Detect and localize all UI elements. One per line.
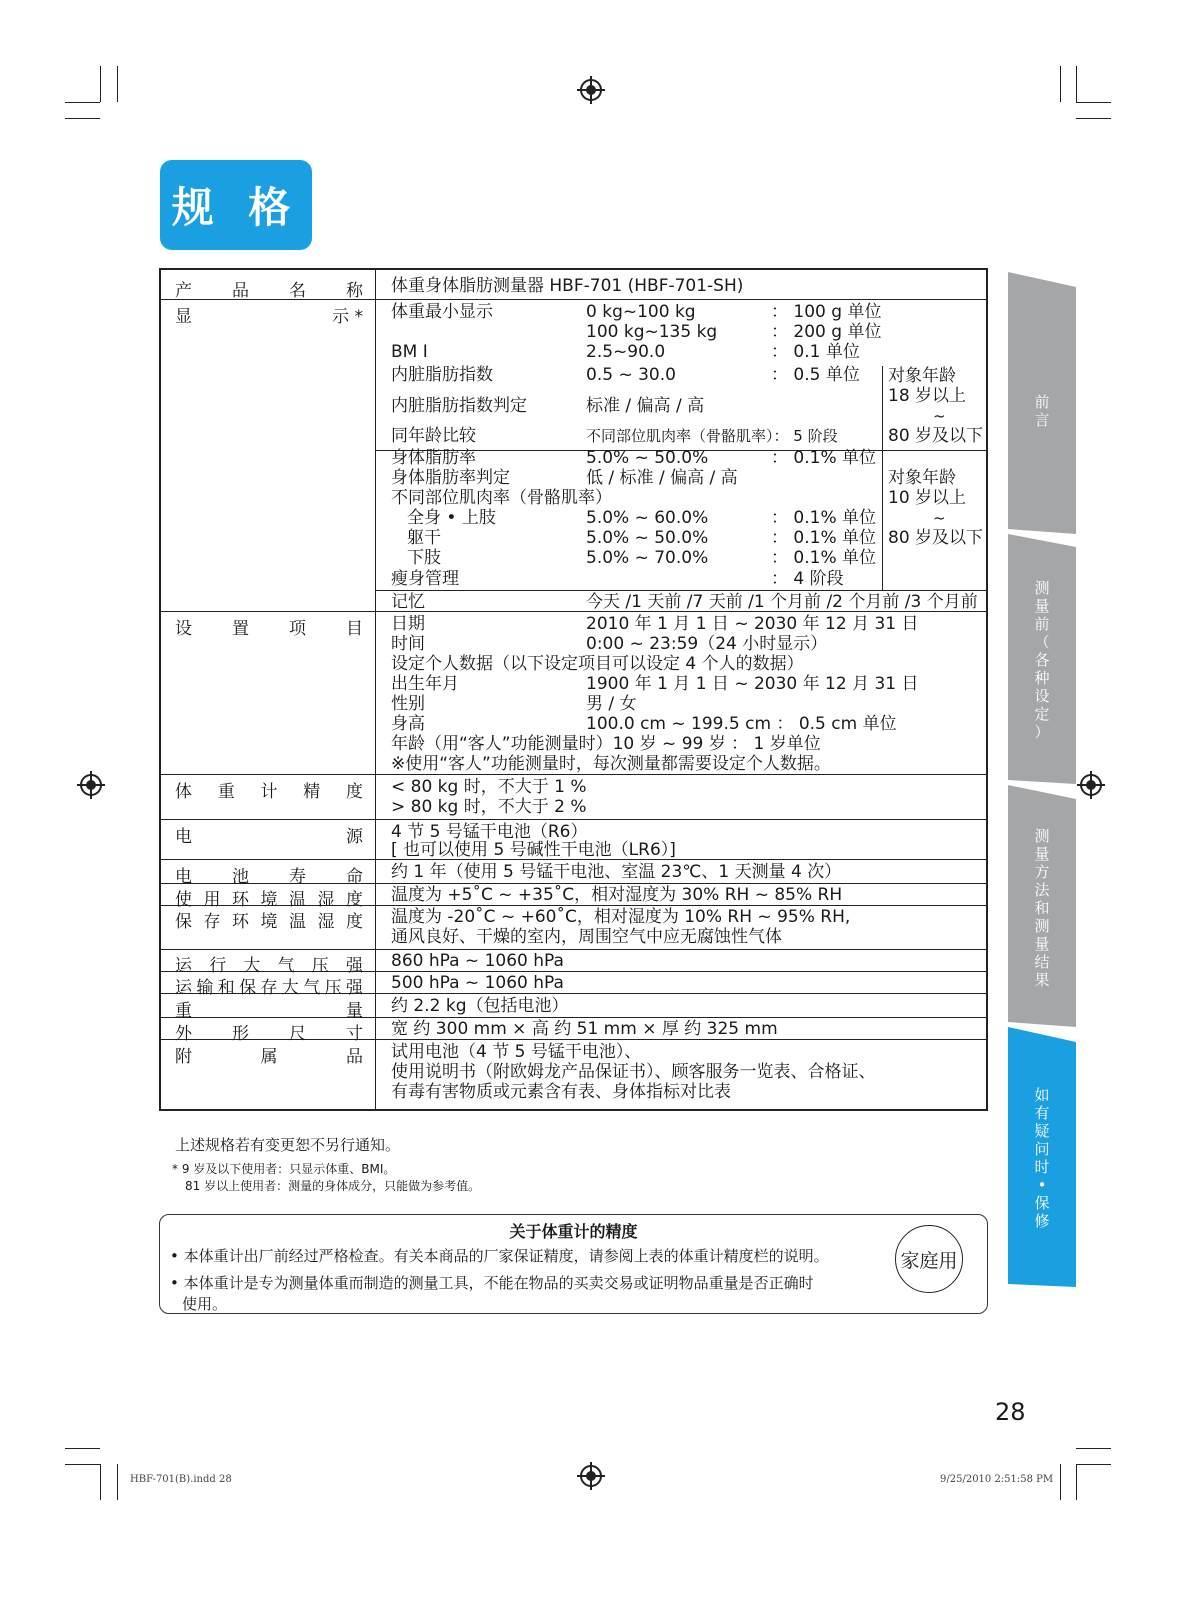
footnote-2: 81 岁以上使用者：测量的身体成分，只能做为参考值。 — [185, 1179, 481, 1193]
accuracy-line-2: > 80 kg 时，不大于 2 % — [391, 797, 587, 817]
label-scale-accuracy: 体 重 计 精 度 — [175, 782, 363, 802]
visceral-fat-judge-value: 标准 / 偏高 / 高 — [586, 396, 705, 416]
weight-label: 体重最小显示 — [391, 302, 493, 322]
registration-mark-icon — [580, 1465, 602, 1487]
date-label: 日期 — [391, 614, 425, 634]
power-line-1: 4 节 5 号锰干电池（R6） — [391, 822, 588, 842]
accuracy-box — [159, 1214, 988, 1314]
accuracy-note-1: • 本体重计出厂前经过严格检查。有关本商品的厂家保证精度，请参阅上表的体重计精度栏的说明。 — [170, 1247, 829, 1265]
label-display: 显 示 * — [175, 307, 363, 327]
tab-faq-warranty[interactable]: 如 有 疑 问 时 • 保 修 — [1034, 1085, 1050, 1230]
visceral-fat-label: 内脏脂肪指数 — [391, 365, 493, 385]
bmi-label: BM I — [391, 342, 428, 362]
sex-label: 性别 — [391, 694, 425, 714]
tab-measurement-results[interactable]: 测 量 方 法 和 测 量 结 果 — [1034, 826, 1050, 989]
label-settings: 设 置 项 目 — [175, 619, 363, 639]
sm-whole-label: 全身 • 上肢 — [407, 508, 496, 528]
sm-leg-unit: ： 0.1% 单位 — [771, 548, 876, 568]
age-setting-text: 年龄（用“客人”功能测量时）10 岁 ~ 99 岁 ： 1 岁单位 — [391, 734, 821, 754]
age-group-2-min: 10 岁以上 — [888, 488, 967, 508]
label-battery-life: 电 池 寿 命 — [175, 867, 363, 887]
label-operating-pressure: 运 行 大 气 压 强 — [175, 956, 363, 976]
age-compare-label: 同年龄比较 — [391, 426, 476, 446]
label-product-name: 产 品 名 称 — [175, 281, 363, 301]
storage-env-line-1: 温度为 -20˚C ~ +60˚C，相对湿度为 10% RH ~ 95% RH, — [391, 907, 851, 927]
footer-filename: HBF-701(B).indd 28 — [130, 1474, 232, 1485]
change-notice: 上述规格若有变更恕不另行通知。 — [175, 1136, 401, 1154]
time-value: 0:00 ~ 23:59（24 小时显示） — [586, 634, 828, 654]
operating-env-value: 温度为 +5˚C ~ +35˚C，相对湿度为 30% RH ~ 85% RH — [391, 885, 843, 905]
skeletal-muscle-label: 不同部位肌肉率（骨骼肌率） — [391, 488, 612, 508]
time-label: 时间 — [391, 634, 425, 654]
sm-leg-range: 5.0% ~ 70.0% — [586, 548, 709, 568]
page-number: 28 — [995, 1398, 1026, 1426]
date-value: 2010 年 1 月 1 日 ~ 2030 年 12 月 31 日 — [586, 614, 919, 634]
accuracy-title: 关于体重计的精度 — [509, 1222, 638, 1241]
age-group-1-max: 80 岁及以下 — [888, 426, 984, 446]
label-accessories: 附 属 品 — [175, 1047, 363, 1067]
operating-pressure-value: 860 hPa ~ 1060 hPa — [391, 951, 564, 971]
weight-value: 约 2.2 kg（包括电池） — [391, 996, 569, 1016]
registration-mark-icon — [580, 79, 602, 101]
memory-value: 今天 /1 天前 /7 天前 /1 个月前 /2 个月前 /3 个月前 — [586, 592, 978, 612]
slim-unit: ： 4 阶段 — [771, 569, 844, 589]
visceral-fat-judge-label: 内脏脂肪指数判定 — [391, 396, 527, 416]
personal-data-text: 设定个人数据（以下设定项目可以设定 4 个人的数据） — [391, 654, 804, 674]
registration-mark-icon — [1080, 774, 1102, 796]
height-label: 身高 — [391, 714, 425, 734]
battery-life-value: 约 1 年（使用 5 号锰干电池、室温 23℃、1 天测量 4 次） — [391, 862, 842, 882]
age-compare-value: 不同部位肌肉率（骨骼肌率）： 5 阶段 — [586, 427, 838, 445]
bmi-range: 2.5~90.0 — [586, 342, 666, 362]
accessories-line-3: 有毒有害物质或元素含有表、身体指标对比表 — [391, 1082, 731, 1102]
registration-mark-icon — [80, 774, 102, 796]
body-fat-label: 身体脂肪率 — [391, 448, 476, 468]
memory-label: 记忆 — [391, 592, 425, 612]
weight-range-1: 0 kg~100 kg — [586, 302, 696, 322]
body-fat-judge-value: 低 / 标准 / 偏高 / 高 — [586, 468, 738, 488]
accuracy-note-3: 使用。 — [182, 1295, 228, 1313]
footnote-1: * 9 岁及以下使用者：只显示体重、BMI。 — [172, 1162, 396, 1176]
page-title: 规 格 — [160, 160, 312, 250]
label-power: 电 源 — [175, 827, 363, 847]
age-group-2-max: 80 岁及以下 — [888, 528, 984, 548]
sm-whole-range: 5.0% ~ 60.0% — [586, 508, 709, 528]
label-dimensions: 外 形 尺 寸 — [175, 1024, 363, 1044]
sex-value: 男 / 女 — [586, 694, 637, 714]
label-storage-env: 保 存 环 境 温 湿 度 — [175, 912, 363, 932]
age-group-1-tilde: ~ — [933, 407, 946, 425]
body-fat-unit: ： 0.1% 单位 — [771, 448, 876, 468]
guest-note: ※使用“客人”功能测量时，每次测量都需要设定个人数据。 — [391, 754, 831, 774]
accessories-line-1: 试用电池（4 节 5 号锰干电池）、 — [391, 1042, 642, 1062]
label-operating-env: 使 用 环 境 温 湿 度 — [175, 890, 363, 910]
storage-env-line-2: 通风良好、干燥的室内，周围空气中应无腐蚀性气体 — [391, 927, 782, 947]
visceral-fat-unit: ： 0.5 单位 — [771, 365, 860, 385]
accessories-line-2: 使用说明书（附欧姆龙产品保证书）、顾客服务一览表、合格证、 — [391, 1062, 876, 1082]
label-weight: 重 量 — [175, 1001, 363, 1021]
product-name-value: 体重身体脂肪测量器 HBF-701 (HBF-701-SH) — [391, 276, 744, 296]
sm-trunk-label: 躯干 — [407, 528, 441, 548]
transport-pressure-value: 500 hPa ~ 1060 hPa — [391, 973, 564, 993]
body-fat-judge-label: 身体脂肪率判定 — [391, 468, 510, 488]
age-group-1-title: 对象年龄 — [888, 366, 956, 386]
sm-leg-label: 下肢 — [407, 548, 441, 568]
footer-timestamp: 9/25/2010 2:51:58 PM — [940, 1474, 1054, 1485]
home-use-stamp: 家庭用 — [895, 1225, 963, 1293]
power-line-2: [ 也可以使用 5 号碱性干电池（LR6）] — [391, 840, 676, 860]
sm-whole-unit: ： 0.1% 单位 — [771, 508, 876, 528]
accuracy-line-1: < 80 kg 时，不大于 1 % — [391, 777, 587, 797]
bmi-unit: ： 0.1 单位 — [771, 342, 860, 362]
weight-range-2: 100 kg~135 kg — [586, 322, 718, 342]
visceral-fat-range: 0.5 ~ 30.0 — [586, 365, 676, 385]
label-transport-pressure: 运 输 和 保 存 大 气 压 强 — [175, 978, 363, 998]
age-group-2-tilde: ~ — [933, 509, 946, 527]
accuracy-note-2: • 本体重计是专为测量体重而制造的测量工具，不能在物品的买卖交易或证明物品重量是否正确时 — [170, 1274, 814, 1292]
slim-label: 瘦身管理 — [391, 569, 459, 589]
height-value: 100.0 cm ~ 199.5 cm ： 0.5 cm 单位 — [586, 714, 897, 734]
dimensions-value: 宽 约 300 mm × 高 约 51 mm × 厚 约 325 mm — [391, 1019, 778, 1039]
age-group-2-title: 对象年龄 — [888, 468, 956, 488]
tab-introduction[interactable]: 前 言 — [1034, 392, 1050, 429]
tab-before-measuring[interactable]: 测 量 前 （ 各 种 设 定 ） — [1034, 579, 1050, 741]
age-group-1-min: 18 岁以上 — [888, 386, 967, 406]
weight-unit-1: ： 100 g 单位 — [771, 302, 882, 322]
birth-value: 1900 年 1 月 1 日 ~ 2030 年 12 月 31 日 — [586, 674, 919, 694]
birth-label: 出生年月 — [391, 674, 459, 694]
sm-trunk-unit: ： 0.1% 单位 — [771, 528, 876, 548]
spec-table — [159, 268, 988, 1111]
body-fat-range: 5.0% ~ 50.0% — [586, 448, 709, 468]
sm-trunk-range: 5.0% ~ 50.0% — [586, 528, 709, 548]
weight-unit-2: ： 200 g 单位 — [771, 322, 882, 342]
